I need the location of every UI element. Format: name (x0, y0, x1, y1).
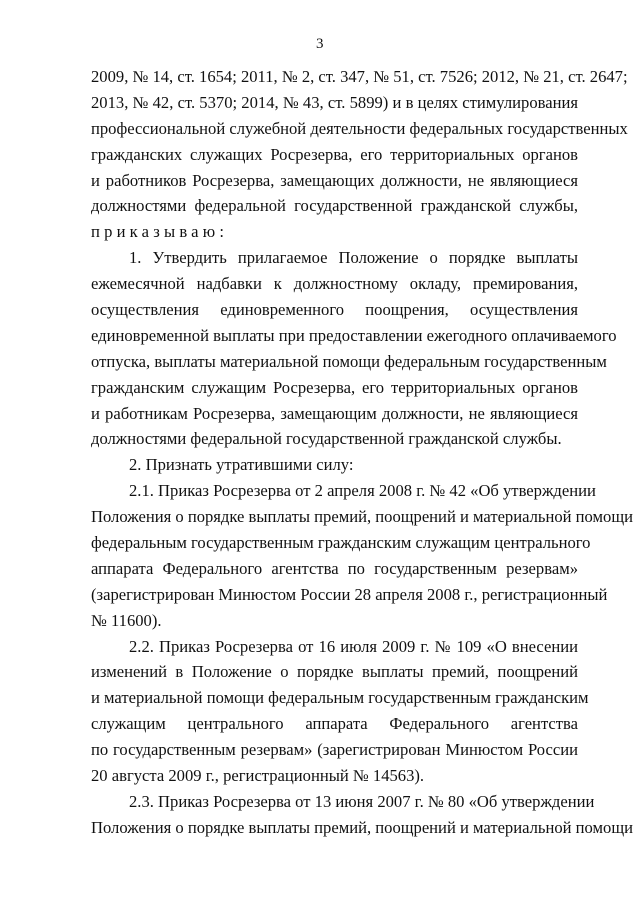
text-line: ежемесячной надбавки к должностному окладу, премирования, (91, 274, 578, 294)
text-line: должностями федеральной государственной гражданской службы, (91, 196, 578, 216)
text-line: 2.1. Приказ Росрезерва от 2 апреля 2008 г. № 42 «Об утверждении (129, 481, 596, 501)
order-word: приказываю: (91, 222, 229, 242)
text-line: Положения о порядке выплаты премий, поощрений и материальной помощи (91, 817, 633, 837)
text-line: и работникам Росрезерва, замещающим должности, не являющиеся (91, 403, 578, 423)
text-line: осуществления единовременного поощрения, осуществления (91, 300, 578, 320)
text-line: 2009, № 14, ст. 1654; 2011, № 2, ст. 347, № 51, ст. 7526; 2012, № 21, ст. 2647; (91, 67, 628, 86)
text-line: Положения о порядке выплаты премий, поощрений и материальной помощи (91, 507, 633, 527)
text-line: гражданским служащим Росрезерва, его территориальных органов (91, 377, 578, 397)
text-line: гражданских служащих Росрезерва, его территориальных органов (91, 144, 578, 164)
text-line: № 11600). (91, 610, 162, 630)
text-line: 2013, № 42, ст. 5370; 2014, № 43, ст. 5899) и в целях стимулирования (91, 92, 578, 112)
text-line: (зарегистрирован Минюстом России 28 апреля 2008 г., регистрационный (91, 584, 608, 604)
text-line: 20 августа 2009 г., регистрационный № 14563). (91, 766, 425, 786)
text-line: 2. Признать утратившими силу: (129, 455, 354, 475)
text-line: изменений в Положение о порядке выплаты премий, поощрений (91, 662, 578, 682)
text-line: по государственным резервам» (зарегистрирован Минюстом России (91, 740, 578, 760)
text-line: 2.2. Приказ Росрезерва от 16 июля 2009 г. № 109 «О внесении (129, 636, 578, 656)
text-line: служащим центрального аппарата Федерального агентства (91, 714, 578, 734)
text-line: единовременной выплаты при предоставлении ежегодного оплачиваемого (91, 325, 617, 345)
text-line: федеральным государственным гражданским служащим центрального (91, 533, 591, 553)
document-body (91, 64, 633, 841)
page-number: 3 (316, 36, 324, 52)
text-line: должностями федеральной государственной гражданской службы. (91, 429, 562, 449)
text-line: и работников Росрезерва, замещающих должности, не являющиеся (91, 170, 578, 190)
text-line: 2.3. Приказ Росрезерва от 13 июня 2007 г. № 80 «Об утверждении (129, 791, 595, 811)
text-line: 1. Утвердить прилагаемое Положение о порядке выплаты (129, 248, 578, 268)
text-line: аппарата Федерального агентства по государственным резервам» (91, 558, 578, 578)
text-line: отпуска, выплаты материальной помощи федеральным государственным (91, 351, 607, 371)
text-line: и материальной помощи федеральным государственным гражданским (91, 688, 589, 708)
text-line: профессиональной служебной деятельности федеральных государственных (91, 118, 628, 138)
